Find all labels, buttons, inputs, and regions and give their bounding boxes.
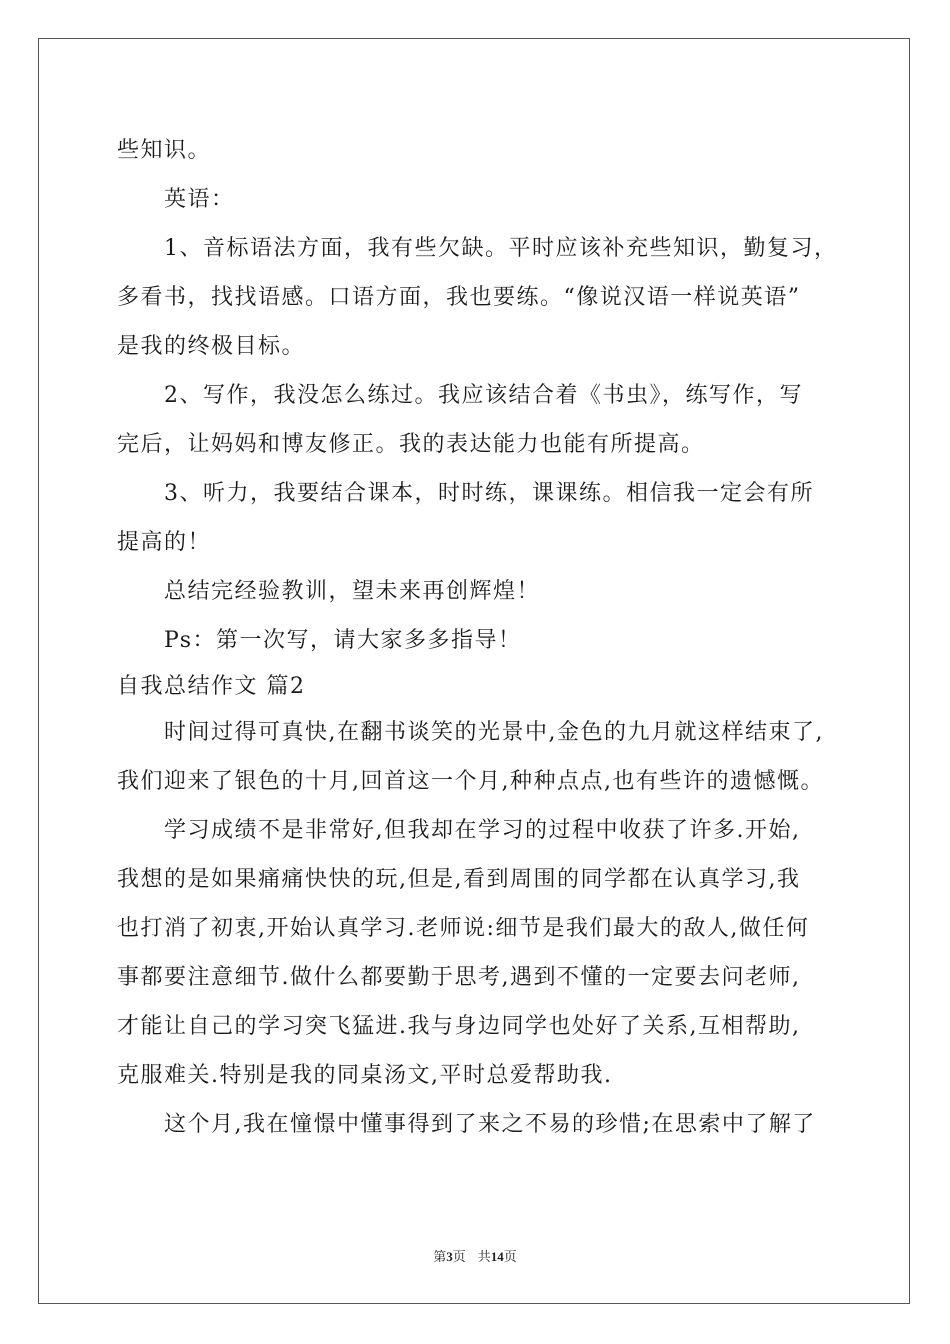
page-suffix: 页 [452, 1249, 466, 1264]
paragraph-line: 克服难关.特别是我的同桌汤文,平时总爱帮助我. [117, 1063, 613, 1088]
total-pages: 14 [490, 1249, 504, 1264]
paragraph-line: 完后，让妈妈和博友修正。我的表达能力也能有所提高。 [117, 432, 705, 457]
article-title: 自我总结作文 篇2 [117, 674, 306, 699]
page-number: 3 [446, 1249, 453, 1264]
paragraph-line: 1、音标语法方面，我有些欠缺。平时应该补充些知识，勤复习， [164, 236, 838, 261]
total-prefix: 共 [477, 1249, 491, 1264]
paragraph-line: 总结完经验教训，望未来再创辉煌！ [164, 579, 541, 604]
page-prefix: 第 [433, 1249, 447, 1264]
paragraph-line: 多看书，找找语感。口语方面，我也要练。“像说汉语一样说英语” [117, 285, 801, 310]
paragraph-line: 提高的！ [117, 530, 212, 555]
paragraph-line: 时间过得可真快,在翻书谈笑的光景中,金色的九月就这样结束了, [164, 720, 824, 745]
paragraph-line: 2、写作，我没怎么练过。我应该结合着《书虫》，练写作，写 [164, 383, 803, 408]
paragraph-line: 也打消了初衷,开始认真学习.老师说:细节是我们最大的敌人,做任何 [117, 916, 810, 941]
section-heading: 英语： [164, 187, 235, 212]
paragraph-line: 我们迎来了银色的十月,回首这一个月,种种点点,也有些许的遗憾慨。 [117, 769, 824, 794]
paragraph-line: 学习成绩不是非常好,但我却在学习的过程中收获了许多.开始, [164, 818, 801, 843]
total-suffix: 页 [503, 1249, 517, 1264]
paragraph-line: 些知识。 [117, 138, 212, 163]
paragraph-line: 这个月,我在憧憬中懂事得到了来之不易的珍惜;在思索中了解了 [164, 1112, 816, 1137]
document-body [117, 126, 847, 1149]
paragraph-line: Ps：第一次写，请大家多多指导！ [164, 628, 522, 653]
paragraph-line: 才能让自己的学习突飞猛进.我与身边同学也处好了关系,互相帮助, [117, 1014, 801, 1039]
paragraph-line: 我想的是如果痛痛快快的玩,但是,看到周围的同学都在认真学习,我 [117, 867, 801, 892]
page-footer [0, 1246, 950, 1265]
paragraph-line: 是我的终极目标。 [117, 334, 306, 359]
paragraph-line: 事都要注意细节.做什么都要勤于思考,遇到不懂的一定要去问老师, [117, 965, 801, 990]
paragraph-line: 3、听力，我要结合课本，时时练，课课练。相信我一定会有所 [164, 481, 814, 506]
